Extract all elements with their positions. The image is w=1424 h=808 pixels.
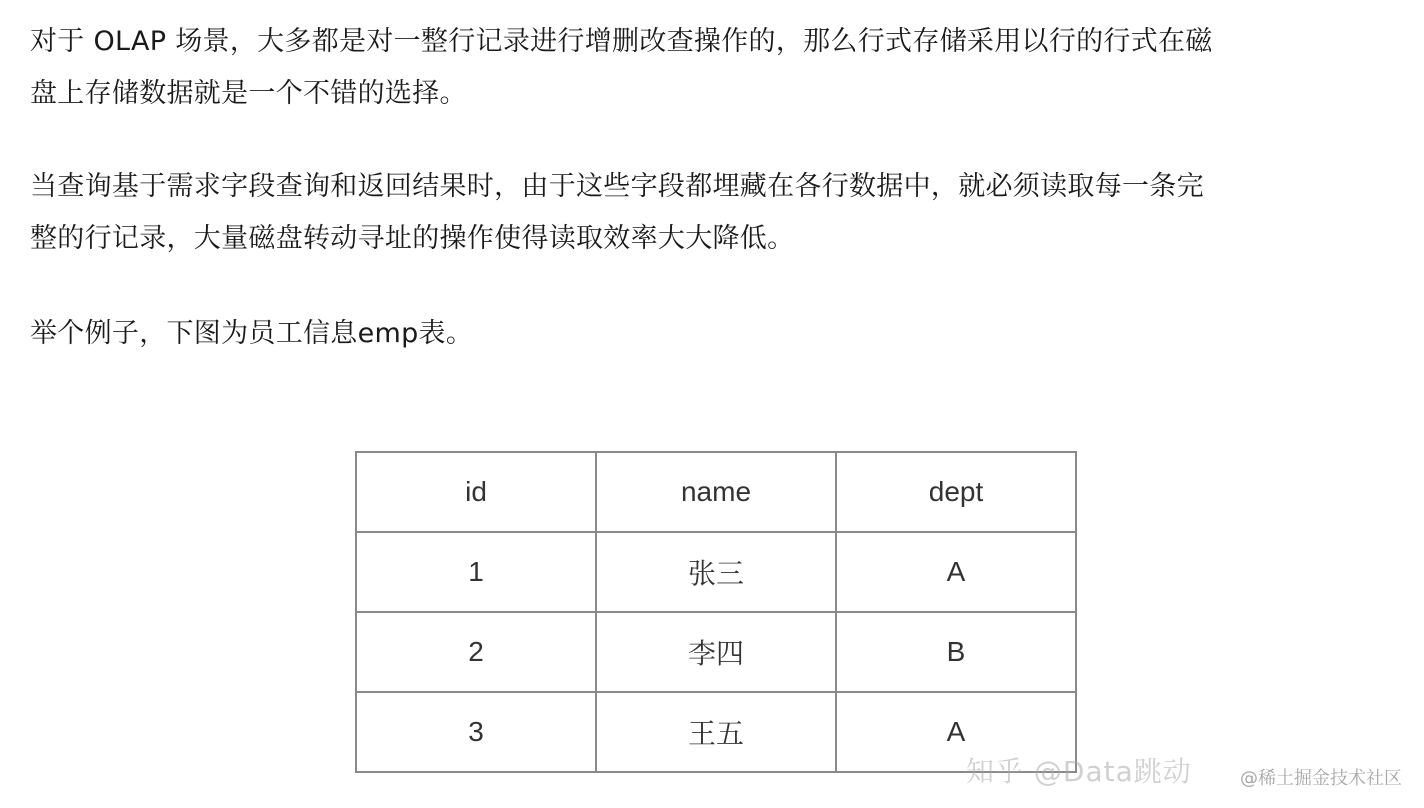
table-cell: 李四 bbox=[596, 612, 836, 692]
table-header-cell: dept bbox=[836, 452, 1076, 532]
table-cell: A bbox=[836, 692, 1076, 772]
zhihu-watermark: 知乎 @Data跳动 bbox=[966, 755, 1192, 788]
table-cell: A bbox=[836, 532, 1076, 612]
emp-table-figure bbox=[355, 451, 1077, 773]
juejin-watermark: @稀土掘金技术社区 bbox=[1240, 768, 1402, 789]
paragraph-example-intro bbox=[30, 308, 1415, 360]
table-row bbox=[356, 532, 1076, 612]
paragraph-line: 对于 OLAP 场景，大多都是对一整行记录进行增删改查操作的，那么行式存储采用以行的行式在磁 bbox=[30, 26, 1213, 57]
table-header-cell: name bbox=[596, 452, 836, 532]
paragraph-query-efficiency bbox=[30, 161, 1415, 265]
table-header-cell: id bbox=[356, 452, 596, 532]
table-cell: 王五 bbox=[596, 692, 836, 772]
emp-table bbox=[355, 451, 1077, 773]
table-cell: 2 bbox=[356, 612, 596, 692]
table-header-row bbox=[356, 452, 1076, 532]
paragraph-line: 举个例子，下图为员工信息emp表。 bbox=[30, 318, 474, 349]
table-cell: 1 bbox=[356, 532, 596, 612]
table-cell: 张三 bbox=[596, 532, 836, 612]
table-cell: B bbox=[836, 612, 1076, 692]
paragraph-line: 整的行记录，大量磁盘转动寻址的操作使得读取效率大大降低。 bbox=[30, 223, 795, 254]
paragraph-olap-row-storage bbox=[30, 16, 1415, 120]
paragraph-line: 盘上存储数据就是一个不错的选择。 bbox=[30, 78, 467, 109]
paragraph-line: 当查询基于需求字段查询和返回结果时，由于这些字段都埋藏在各行数据中，就必须读取每一条完 bbox=[30, 171, 1204, 202]
table-cell: 3 bbox=[356, 692, 596, 772]
table-row bbox=[356, 612, 1076, 692]
